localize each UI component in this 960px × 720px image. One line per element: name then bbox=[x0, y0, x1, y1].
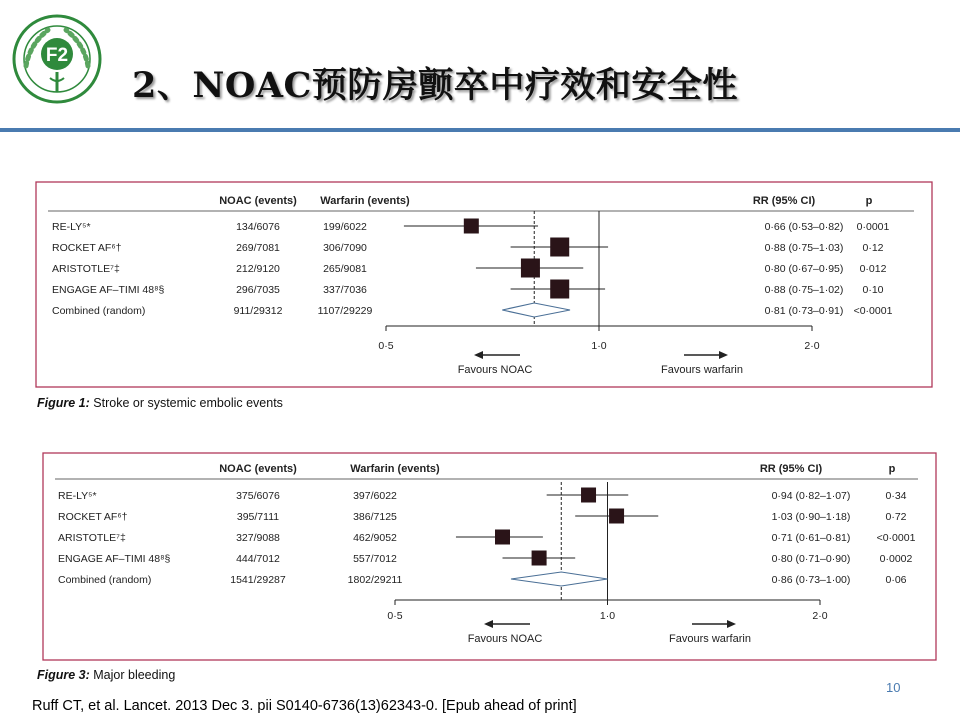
study-name: ARISTOTLE⁷‡ bbox=[58, 532, 126, 544]
page-number: 10 bbox=[886, 680, 901, 695]
rr-ci-value: 0·88 (0·75–1·02) bbox=[764, 284, 844, 296]
figure-1-title: Stroke or systemic embolic events bbox=[89, 396, 283, 410]
x-tick-label: 1·0 bbox=[591, 340, 607, 352]
point-estimate-square bbox=[609, 509, 624, 524]
point-estimate-square bbox=[581, 488, 596, 503]
p-value: 0·12 bbox=[862, 242, 884, 254]
header-noac: NOAC (events) bbox=[219, 463, 297, 475]
favours-noac-arrowhead bbox=[484, 620, 493, 628]
warfarin-events: 1802/29211 bbox=[347, 574, 403, 586]
study-name: ENGAGE AF–TIMI 48⁸§ bbox=[52, 284, 165, 296]
x-tick-label: 0·5 bbox=[387, 610, 403, 622]
rr-ci-value: 1·03 (0·90–1·18) bbox=[771, 511, 851, 523]
noac-events: 296/7035 bbox=[236, 284, 280, 296]
header-warfarin: Warfarin (events) bbox=[350, 463, 440, 475]
noac-events: 444/7012 bbox=[236, 553, 280, 565]
study-name: Combined (random) bbox=[52, 305, 146, 317]
warfarin-events: 462/9052 bbox=[353, 532, 397, 544]
header-p: p bbox=[888, 463, 896, 475]
study-name: ARISTOTLE⁷‡ bbox=[52, 263, 120, 275]
p-value: 0·012 bbox=[859, 263, 887, 275]
favours-noac-label: Favours NOAC bbox=[457, 364, 533, 376]
warfarin-events: 306/7090 bbox=[323, 242, 367, 254]
logo-text: F2 bbox=[45, 45, 69, 66]
study-name: ROCKET AF⁶† bbox=[58, 511, 128, 523]
noac-events: 911/29312 bbox=[233, 305, 283, 317]
p-value: 0·10 bbox=[862, 284, 884, 296]
favours-warfarin-label: Favours warfarin bbox=[669, 633, 751, 645]
rr-ci-value: 0·81 (0·73–0·91) bbox=[764, 305, 844, 317]
noac-events: 327/9088 bbox=[236, 532, 280, 544]
noac-events: 375/6076 bbox=[236, 490, 280, 502]
header-p: p bbox=[865, 195, 873, 207]
rr-ci-value: 0·80 (0·67–0·95) bbox=[764, 263, 844, 275]
p-value: 0·0002 bbox=[879, 553, 913, 565]
warfarin-events: 1107/29229 bbox=[317, 305, 373, 317]
noac-events: 395/7111 bbox=[236, 511, 280, 523]
header-rr: RR (95% CI) bbox=[752, 195, 816, 207]
pooled-estimate-diamond bbox=[511, 572, 607, 586]
noac-events: 269/7081 bbox=[236, 242, 280, 254]
warfarin-events: 386/7125 bbox=[353, 511, 397, 523]
noac-events: 1541/29287 bbox=[230, 574, 286, 586]
noac-events: 212/9120 bbox=[236, 263, 280, 275]
study-name: Combined (random) bbox=[58, 574, 152, 586]
warfarin-events: 337/7036 bbox=[323, 284, 367, 296]
rr-ci-value: 0·66 (0·53–0·82) bbox=[764, 221, 844, 233]
rr-ci-value: 0·94 (0·82–1·07) bbox=[771, 490, 851, 502]
header-noac: NOAC (events) bbox=[219, 195, 297, 207]
header-rr: RR (95% CI) bbox=[759, 463, 823, 475]
rr-ci-value: 0·88 (0·75–1·03) bbox=[764, 242, 844, 254]
figure-3-label: Figure 3: bbox=[37, 668, 90, 682]
header-warfarin: Warfarin (events) bbox=[320, 195, 410, 207]
x-tick-label: 2·0 bbox=[812, 610, 828, 622]
study-name: RE-LY⁵* bbox=[58, 490, 97, 502]
x-tick-label: 1·0 bbox=[599, 610, 616, 622]
warfarin-events: 265/9081 bbox=[323, 263, 367, 275]
favours-warfarin-label: Favours warfarin bbox=[661, 364, 743, 376]
study-name: ENGAGE AF–TIMI 48⁸§ bbox=[58, 553, 171, 565]
x-tick-label: 0·5 bbox=[378, 340, 394, 352]
warfarin-events: 397/6022 bbox=[353, 490, 397, 502]
p-value: 0·34 bbox=[885, 490, 907, 502]
point-estimate-square bbox=[532, 551, 547, 566]
x-tick-label: 2·0 bbox=[804, 340, 820, 352]
warfarin-events: 199/6022 bbox=[323, 221, 367, 233]
rr-ci-value: 0·71 (0·61–0·81) bbox=[771, 532, 851, 544]
figure-3-title: Major bleeding bbox=[89, 668, 176, 682]
point-estimate-square bbox=[495, 530, 510, 545]
slide-title: 2、NOAC预防房颤卒中疗效和安全性 bbox=[132, 65, 738, 106]
p-value: <0·0001 bbox=[853, 305, 893, 317]
favours-warfarin-arrowhead bbox=[727, 620, 736, 628]
citation: Ruff CT, et al. Lancet. 2013 Dec 3. pii S0140-6736(13)62343-0. [Epub ahead of print] bbox=[32, 698, 577, 714]
rr-ci-value: 0·86 (0·73–1·00) bbox=[771, 574, 851, 586]
p-value: <0·0001 bbox=[876, 532, 916, 544]
figure-3-caption bbox=[37, 668, 175, 682]
study-name: ROCKET AF⁶† bbox=[52, 242, 122, 254]
p-value: 0·06 bbox=[885, 574, 907, 586]
p-value: 0·0001 bbox=[856, 221, 890, 233]
study-name: RE-LY⁵* bbox=[52, 221, 91, 233]
warfarin-events: 557/7012 bbox=[353, 553, 397, 565]
favours-noac-label: Favours NOAC bbox=[467, 633, 543, 645]
noac-events: 134/6076 bbox=[236, 221, 280, 233]
p-value: 0·72 bbox=[885, 511, 907, 523]
rr-ci-value: 0·80 (0·71–0·90) bbox=[771, 553, 851, 565]
figure-1-label: Figure 1: bbox=[37, 396, 90, 410]
